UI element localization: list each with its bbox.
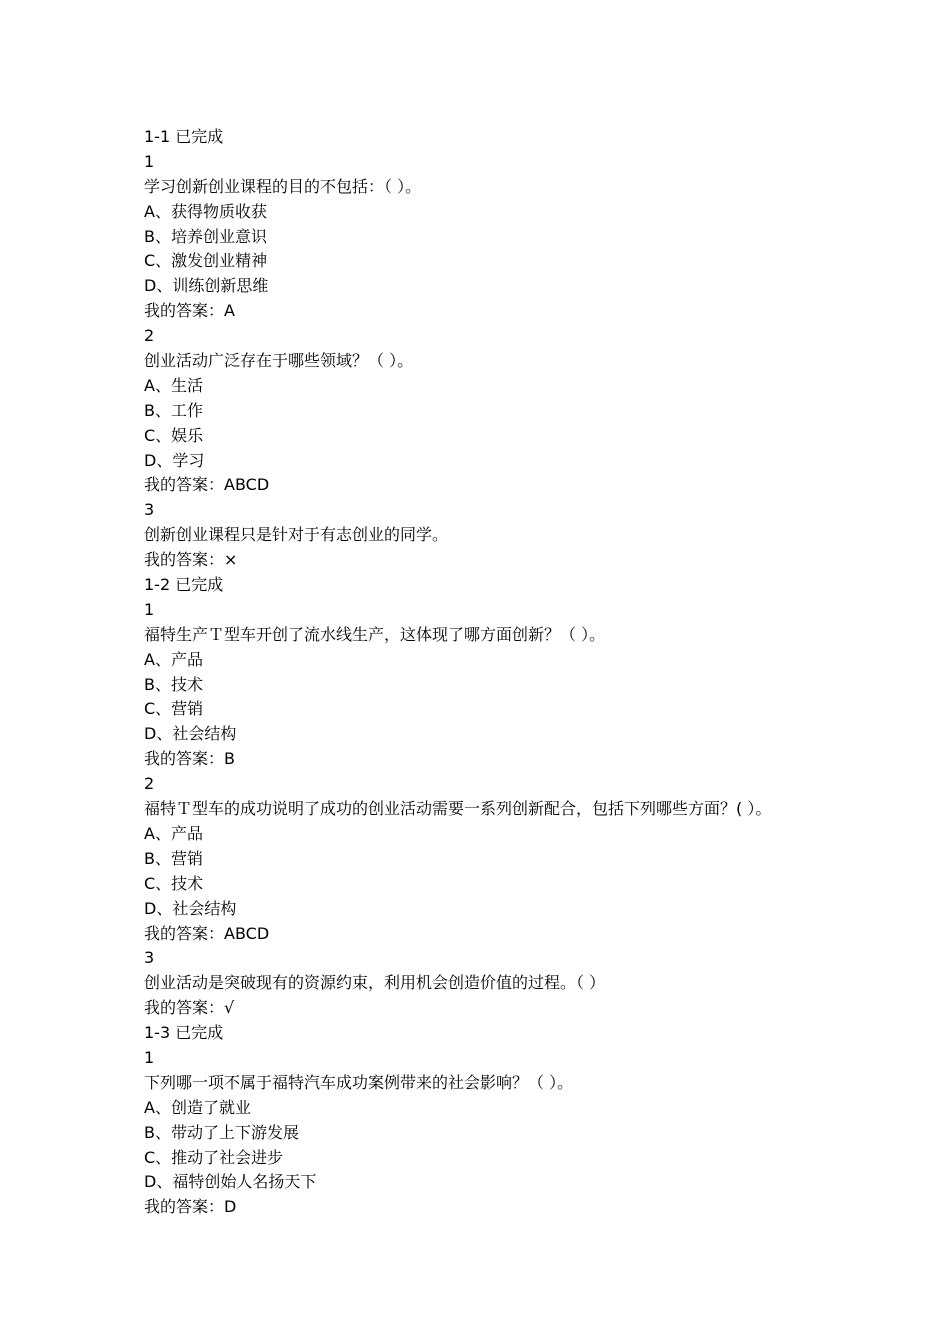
option-c: C、营销 (144, 699, 204, 719)
question-text: 福特Ｔ型车的成功说明了成功的创业活动需要一系列创新配合，包括下列哪些方面？( ）。 (144, 799, 772, 819)
option-c: C、推动了社会进步 (144, 1147, 284, 1167)
section-heading: 1-3 已完成 (144, 1023, 224, 1043)
option-c: C、技术 (144, 873, 204, 893)
option-a: A、创造了就业 (144, 1097, 251, 1117)
option-d: D、学习 (144, 450, 205, 470)
question-number: 3 (144, 948, 155, 968)
option-d: D、社会结构 (144, 898, 237, 918)
option-a: A、生活 (144, 375, 203, 395)
question-number: 1 (144, 151, 155, 171)
question-number: 2 (144, 326, 155, 346)
option-b: B、工作 (144, 400, 203, 420)
question-text: 下列哪一项不属于福特汽车成功案例带来的社会影响？（ ）。 (144, 1072, 574, 1092)
my-answer: 我的答案：ABCD (144, 923, 270, 943)
document-body (144, 125, 934, 1220)
question-text: 创业活动广泛存在于哪些领域？（ ）。 (144, 351, 414, 371)
question-number: 1 (144, 599, 155, 619)
section-heading: 1-2 已完成 (144, 575, 224, 595)
option-a: A、获得物质收获 (144, 201, 267, 221)
my-answer: 我的答案：D (144, 1197, 237, 1217)
question-text: 创业活动是突破现有的资源约束，利用机会创造价值的过程。（ ） (144, 973, 606, 993)
option-b: B、营销 (144, 848, 203, 868)
question-number: 1 (144, 1047, 155, 1067)
option-c: C、娱乐 (144, 425, 204, 445)
my-answer: 我的答案：√ (144, 998, 235, 1018)
my-answer: 我的答案：B (144, 749, 235, 769)
option-b: B、技术 (144, 674, 203, 694)
section-heading: 1-1 已完成 (144, 127, 224, 146)
option-d: D、社会结构 (144, 724, 237, 744)
my-answer: 我的答案：A (144, 301, 235, 321)
option-b: B、带动了上下游发展 (144, 1122, 299, 1142)
option-a: A、产品 (144, 649, 203, 669)
question-number: 3 (144, 500, 155, 520)
question-number: 2 (144, 774, 155, 794)
my-answer: 我的答案：ABCD (144, 475, 270, 495)
option-b: B、培养创业意识 (144, 226, 267, 246)
question-text: 创新创业课程只是针对于有志创业的同学。 (144, 525, 449, 545)
my-answer: 我的答案：× (144, 550, 238, 570)
option-a: A、产品 (144, 823, 203, 843)
option-d: D、训练创新思维 (144, 276, 269, 296)
question-text: 学习创新创业课程的目的不包括：（ ）。 (144, 176, 422, 196)
question-text: 福特生产Ｔ型车开创了流水线生产，这体现了哪方面创新？（ ）。 (144, 624, 606, 644)
option-c: C、激发创业精神 (144, 251, 268, 271)
option-d: D、福特创始人名扬天下 (144, 1172, 317, 1192)
